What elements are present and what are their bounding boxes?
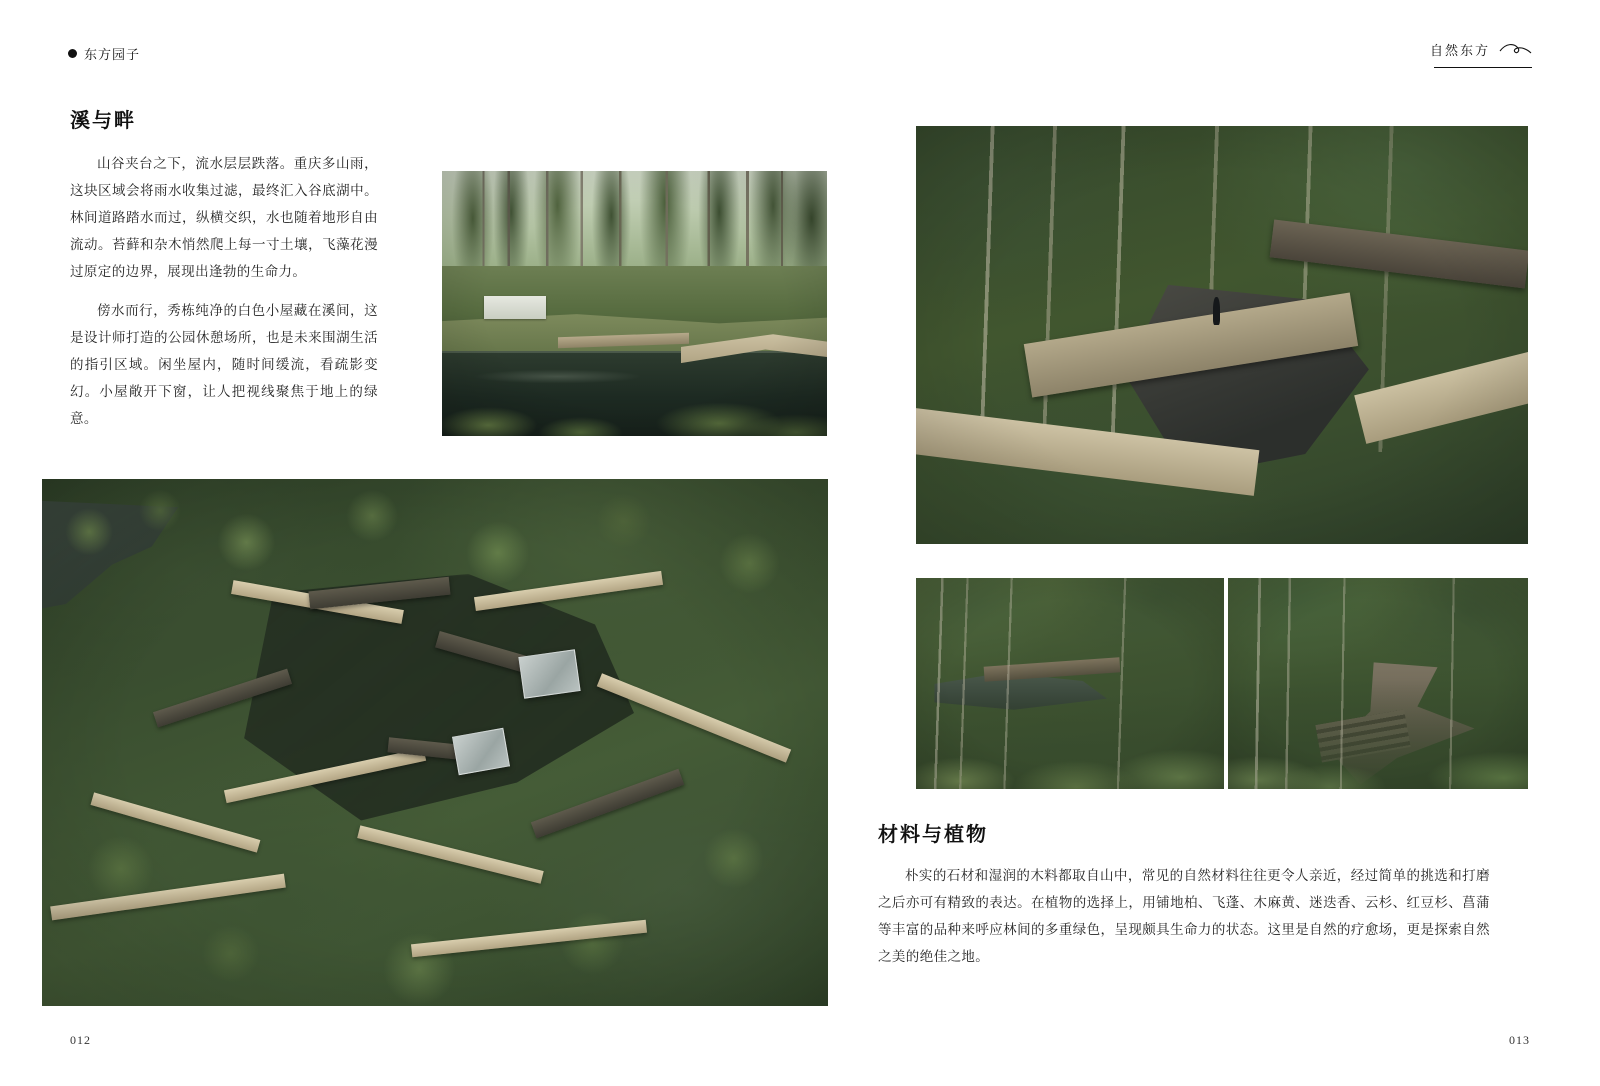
section-title-right: 材料与植物 [878,824,988,846]
running-header-right-label: 自然东方 [1429,43,1490,58]
section-title-left: 溪与畔 [70,110,136,132]
body-text-right [878,862,1490,970]
creek-deck-photo [916,578,1224,789]
page-number-right: 013 [1509,1033,1530,1047]
page-number-left: 012 [70,1033,91,1047]
aerial-park-photo [42,479,828,1006]
tree-trunks-layer [916,578,1224,789]
grass-clumps-layer [442,346,827,436]
running-header-left-label: 东方园子 [84,47,141,62]
paragraph: 朴实的石材和湿润的木料都取自山中，常见的自然材料往往更令人亲近，经过简单的挑选和打磨之后亦可有精致的表达。在植物的选择上，用铺地柏、飞蓬、木麻黄、迷迭香、云杉、红豆杉、菖蒲等丰富的品种来呼应林间的多重绿色，呈现颇具生命力的状态。这里是自然的疗愈场，更是探索自然之美的绝佳之地。 [878,868,1490,964]
tree-trunks-layer [1228,578,1528,789]
header-rule [1434,67,1532,68]
person-figure [1213,297,1220,324]
bullet-dot-icon [68,49,77,58]
glass-pavilion-roof [519,649,581,699]
paragraph: 傍水而行，秀栋纯净的白色小屋藏在溪间，这是设计师打造的公园休憩场所，也是未来围湖生活的指引区域。闲坐屋内，随时间缓流，看疏影变幻。小屋敞开下窗，让人把视线聚焦于地上的绿意。 [70,303,378,426]
stone-bridge-plaza-photo [916,126,1528,544]
stream-white-house-photo [442,171,827,436]
boardwalk-steps-photo [1228,578,1528,789]
body-text-left [70,150,378,444]
running-header-right [1430,40,1532,68]
white-house-shape [484,296,546,320]
running-header-left [68,44,140,63]
paragraph: 山谷夹台之下，流水层层跌落。重庆多山雨，这块区域会将雨水收集过滤，最终汇入谷底湖中。林间道路踏水而过，纵横交织，水也随着地形自由流动。苔藓和杂木悄然爬上每一寸土壤，飞藻花漫过原定的边界，展现出逢勃的生命力。 [70,156,378,279]
swirl-flourish-icon [1498,42,1532,61]
